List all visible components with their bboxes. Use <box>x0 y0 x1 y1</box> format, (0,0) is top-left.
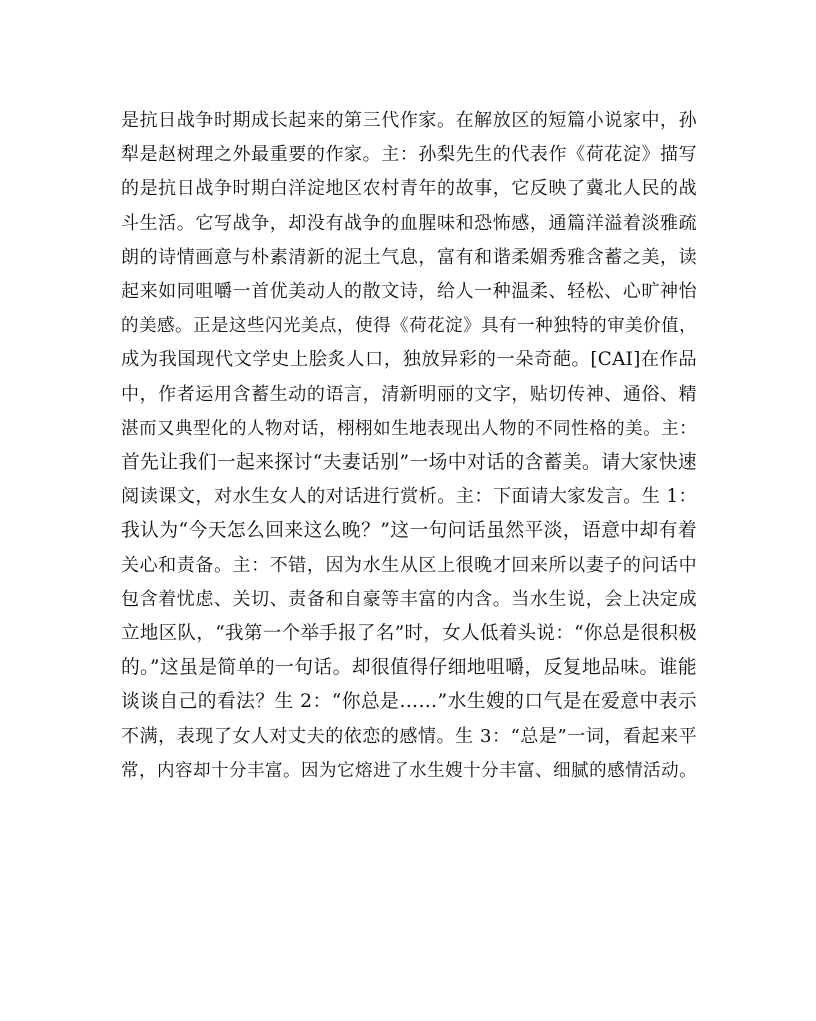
text-line: 成为我国现代文学史上脍炙人口，独放异彩的一朵奇葩。[CAI]在作品 <box>121 349 697 371</box>
text-line: 斗生活。它写战争，却没有战争的血腥味和恐怖感，通篇洋溢着淡雅疏 <box>121 212 697 234</box>
text-line: 朗的诗情画意与朴素清新的泥土气息，富有和谐柔媚秀雅含蓄之美，读 <box>121 246 697 268</box>
text-line: 关心和责备。主：不错，因为水生从区上很晚才回来所以妻子的问话中 <box>121 554 697 576</box>
text-line: 我认为“今天怎么回来这么晚？”这一句问话虽然平淡，语意中却有着 <box>121 520 697 542</box>
text-line: 的。”这虽是简单的一句话。却很值得仔细地咀嚼，反复地品味。谁能 <box>121 657 697 679</box>
text-line: 首先让我们一起来探讨“夫妻话别”一场中对话的含蓄美。请大家快速 <box>121 452 697 474</box>
text-line: 常，内容却十分丰富。因为它熔进了水生嫂十分丰富、细腻的感情活动。 <box>121 760 697 781</box>
text-line: 包含着忧虑、关切、责备和自豪等丰富的内含。当水生说，会上决定成 <box>121 588 697 610</box>
text-line: 立地区队，“我第一个举手报了名”时，女人低着头说：“你总是很积极 <box>121 623 697 645</box>
text-line: 不满，表现了女人对丈夫的依恋的感情。生 3：“总是”一词，看起来平 <box>121 725 697 747</box>
text-line: 是抗日战争时期成长起来的第三代作家。在解放区的短篇小说家中，孙 <box>121 110 697 131</box>
text-line: 的美感。正是这些闪光美点，使得《荷花淀》具有一种独特的审美价值， <box>121 316 697 337</box>
text-line: 起来如同咀嚼一首优美动人的散文诗，给人一种温柔、轻松、心旷神怡 <box>121 281 697 303</box>
text-line: 阅读课文，对水生女人的对话进行赏析。主：下面请大家发言。生 1： <box>121 486 697 508</box>
text-line: 中，作者运用含蓄生动的语言，清新明丽的文字，贴切传神、通俗、精 <box>121 383 697 405</box>
text-line: 湛而又典型化的人物对话，栩栩如生地表现出人物的不同性格的美。主： <box>121 418 697 439</box>
text-line: 犁是赵树理之外最重要的作家。主：孙梨先生的代表作《荷花淀》描写 <box>121 144 697 166</box>
text-line: 的是抗日战争时期白洋淀地区农村青年的故事，它反映了冀北人民的战 <box>121 178 697 200</box>
body-text <box>121 104 697 788</box>
text-line: 谈谈自己的看法？生 2：“你总是……”水生嫂的口气是在爱意中表示 <box>121 691 697 713</box>
